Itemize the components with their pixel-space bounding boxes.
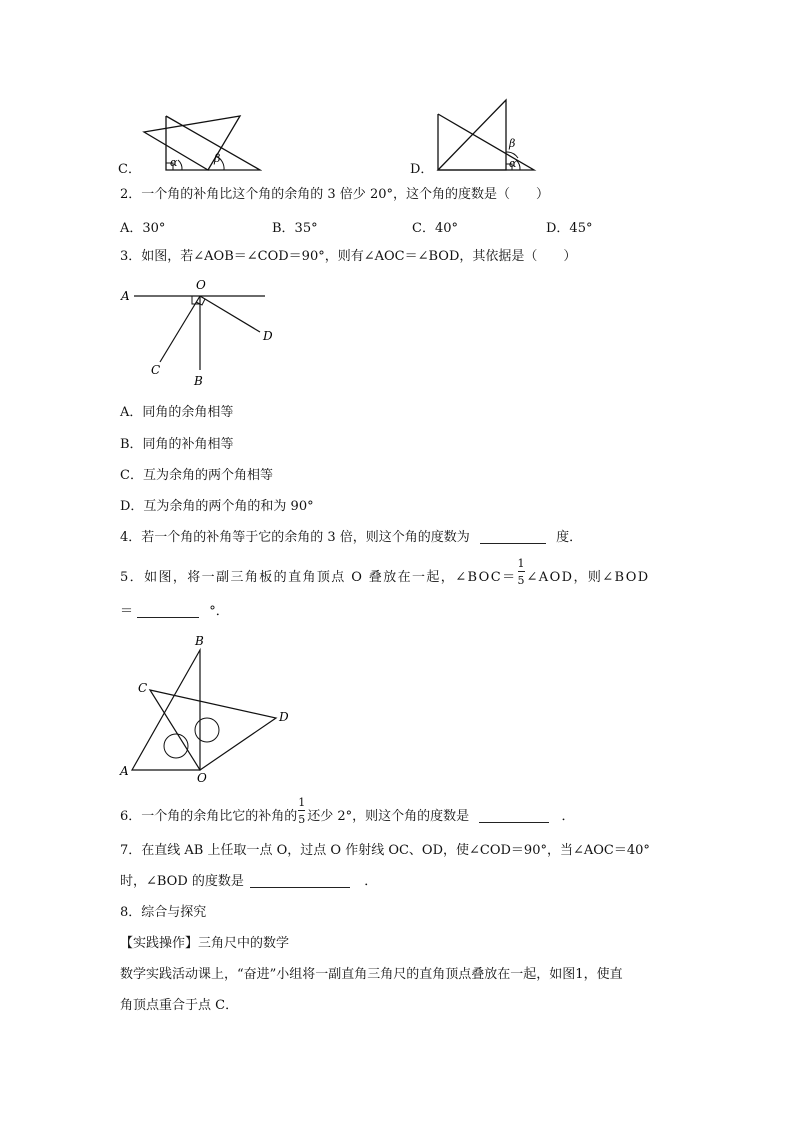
q2-option-a[interactable]: A．30° xyxy=(120,221,166,236)
q3-option-d[interactable]: D．互为余角的两个角的和为 90° xyxy=(120,499,314,514)
q6-fraction xyxy=(297,796,307,826)
q4-stem xyxy=(120,529,582,547)
q3-option-a[interactable]: A．同角的余角相等 xyxy=(120,405,234,420)
q5-answer-blank[interactable] xyxy=(137,603,199,618)
q3-option-b[interactable]: B．同角的补角相等 xyxy=(120,437,234,452)
q5-fraction xyxy=(517,557,527,587)
point-o-label: O xyxy=(196,278,206,292)
q7-text-before: 时，∠BOD 的度数是 xyxy=(120,874,244,889)
q5-degree: °． xyxy=(209,604,229,619)
point-d-label: D xyxy=(263,329,273,343)
q5-frac-num: 1 xyxy=(517,557,526,570)
q3-figure xyxy=(118,278,278,392)
q6-text-after: ． xyxy=(561,809,575,824)
q7-line2 xyxy=(120,873,377,891)
alpha-label: α xyxy=(170,156,178,169)
point-b-label: B xyxy=(195,634,204,648)
q5-frac-den: 5 xyxy=(517,574,526,587)
alpha-label: α xyxy=(509,157,517,170)
q4-answer-blank[interactable] xyxy=(480,529,546,544)
q8-section-heading: 【实践操作】三角尺中的数学 xyxy=(120,936,290,951)
option-d-figure xyxy=(432,98,538,174)
point-a-label: A xyxy=(120,764,129,778)
point-d-label: D xyxy=(279,710,289,724)
q5-text-before: 5．如图，将一副三角板的直角顶点 O 叠放在一起，∠BOC＝ xyxy=(120,570,517,585)
point-c-label: C xyxy=(151,363,161,377)
point-b-label: B xyxy=(194,374,203,388)
option-c-label: C． xyxy=(118,162,141,177)
q7-line1: 7．在直线 AB 上任取一点 O，过点 O 作射线 OC、OD，使∠COD＝90°，当∠AOC＝40° xyxy=(120,843,650,858)
point-c-label: C xyxy=(138,681,148,695)
q5-text-mid: ∠AOD，则∠BOD xyxy=(526,570,650,585)
q5-equals: ＝ xyxy=(120,604,134,619)
q3-stem: 3．如图，若∠AOB＝∠COD＝90°，则有∠AOC＝∠BOD，其依据是（ ） xyxy=(120,249,577,264)
q4-text-after: 度． xyxy=(556,530,583,545)
q5-stem xyxy=(120,557,650,587)
q6-text-mid: 还少 2°，则这个角的度数是 xyxy=(307,809,470,824)
beta-label: β xyxy=(509,137,516,150)
q2-stem: 2．一个角的补角比这个角的余角的 3 倍少 20°，这个角的度数是（ ） xyxy=(120,187,549,202)
q6-frac-den: 5 xyxy=(298,813,306,826)
q5-figure xyxy=(116,630,296,786)
point-a-label: A xyxy=(121,289,130,303)
q7-answer-blank[interactable] xyxy=(250,873,350,888)
q6-answer-blank[interactable] xyxy=(479,808,549,823)
beta-label: β xyxy=(214,152,221,165)
q3-option-c[interactable]: C．互为余角的两个角相等 xyxy=(120,468,273,483)
q5-line2 xyxy=(120,603,229,621)
q8-paragraph-line1: 数学实践活动课上，“奋进”小组将一副直角三角尺的直角顶点叠放在一起，如图1，使直 xyxy=(120,967,623,982)
q6-frac-num: 1 xyxy=(298,796,306,809)
q7-text-after: ． xyxy=(364,874,378,889)
point-o-label: O xyxy=(197,771,207,785)
option-c-figure xyxy=(138,110,262,174)
q2-option-b[interactable]: B．35° xyxy=(272,221,318,236)
q6-stem xyxy=(120,796,575,826)
q2-option-d[interactable]: D．45° xyxy=(546,221,593,236)
q2-option-c[interactable]: C．40° xyxy=(412,221,458,236)
q8-title: 8．综合与探究 xyxy=(120,905,207,920)
q6-text-before: 6．一个角的余角比它的补角的 xyxy=(120,809,298,824)
q8-paragraph-line2: 角顶点重合于点 C． xyxy=(120,998,239,1013)
option-d-label: D． xyxy=(410,162,434,177)
q4-text-before: 4．若一个角的补角等于它的余角的 3 倍，则这个角的度数为 xyxy=(120,530,470,545)
